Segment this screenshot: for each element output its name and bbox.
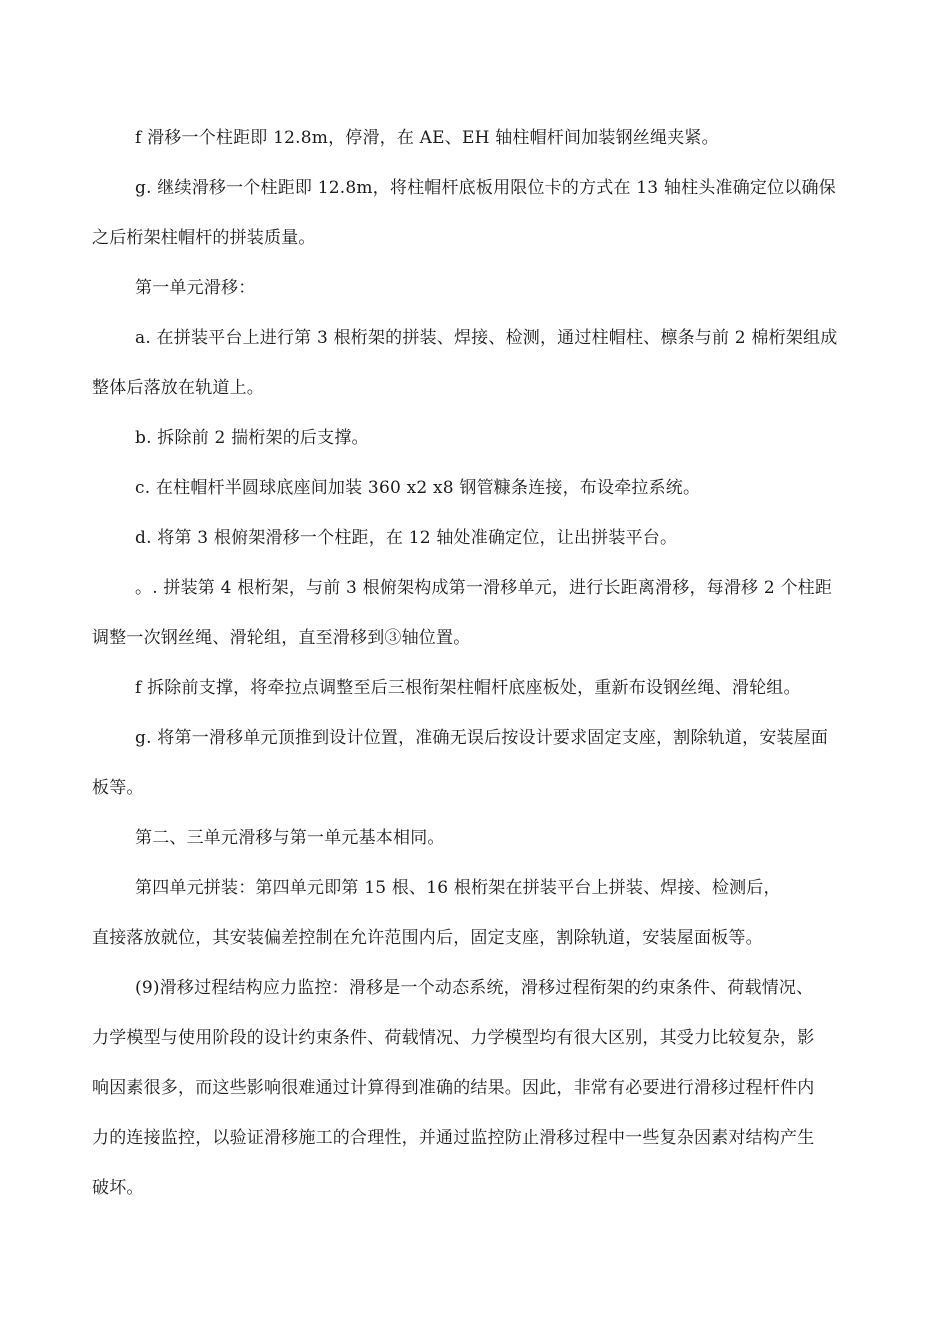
- text-line: 第二、三单元滑移与第一单元基本相同。: [135, 828, 445, 848]
- text-line: f 拆除前支撑，将牵拉点调整至后三根衔架柱帽杆底座板处，重新布设钢丝绳、滑轮组。: [135, 678, 801, 698]
- text-line: 响因素很多，而这些影响很难通过计算得到准确的结果。因此，非常有必要进行滑移过程杆件内: [92, 1078, 815, 1098]
- text-line: 破坏。: [92, 1178, 144, 1198]
- text-line: 第四单元拼装：第四单元即第 15 根、16 根桁架在拼装平台上拼装、焊接、检测后，: [135, 878, 781, 898]
- text-line: 板等。: [92, 778, 144, 798]
- text-line: 整体后落放在轨道上。: [92, 378, 264, 398]
- text-line: 直接落放就位，其安装偏差控制在允许范围内后，固定支座，割除轨道，安装屋面板等。: [92, 928, 763, 948]
- text-line: 之后桁架柱帽杆的拼装质量。: [92, 228, 316, 248]
- text-line: d. 将第 3 根俯架滑移一个柱距，在 12 轴处准确定位，让出拼装平台。: [135, 528, 678, 548]
- text-line: c. 在柱帽杆半圆球底座间加装 360 x2 x8 钢管糠条连接，布设牵拉系统。: [135, 478, 701, 498]
- text-line: g. 继续滑移一个柱距即 12.8m，将柱帽杆底板用限位卡的方式在 13 轴柱头准确定位以确保: [135, 178, 836, 198]
- text-line: (9)滑移过程结构应力监控：滑移是一个动态系统，滑移过程衔架的约束条件、荷载情况、: [135, 978, 814, 998]
- text-line: 力学模型与使用阶段的设计约束条件、荷载情况、力学模型均有很大区别，其受力比较复杂，影: [92, 1028, 815, 1048]
- text-line: 调整一次钢丝绳、滑轮组，直至滑移到③轴位置。: [92, 628, 471, 648]
- text-line: g. 将第一滑移单元顶推到设计位置，准确无误后按设计要求固定支座，割除轨道，安装屋面: [135, 728, 829, 748]
- text-line: 力的连接监控，以验证滑移施工的合理性，并通过监控防止滑移过程中一些复杂因素对结构产生: [92, 1128, 815, 1148]
- text-line: 。. 拼装第 4 根桁架，与前 3 根俯架构成第一滑移单元，进行长距离滑移，每滑移 2 个柱距: [135, 578, 833, 598]
- text-line: a. 在拼装平台上进行第 3 根桁架的拼装、焊接、检测，通过柱帽柱、檩条与前 2 棉桁架组成: [135, 328, 838, 348]
- text-line: b. 拆除前 2 揣桁架的后支撑。: [135, 428, 369, 448]
- text-line: 第一单元滑移：: [135, 278, 256, 298]
- text-line: f 滑移一个柱距即 12.8m，停滑，在 AE、EH 轴柱帽杆间加装钢丝绳夹紧。: [135, 128, 719, 148]
